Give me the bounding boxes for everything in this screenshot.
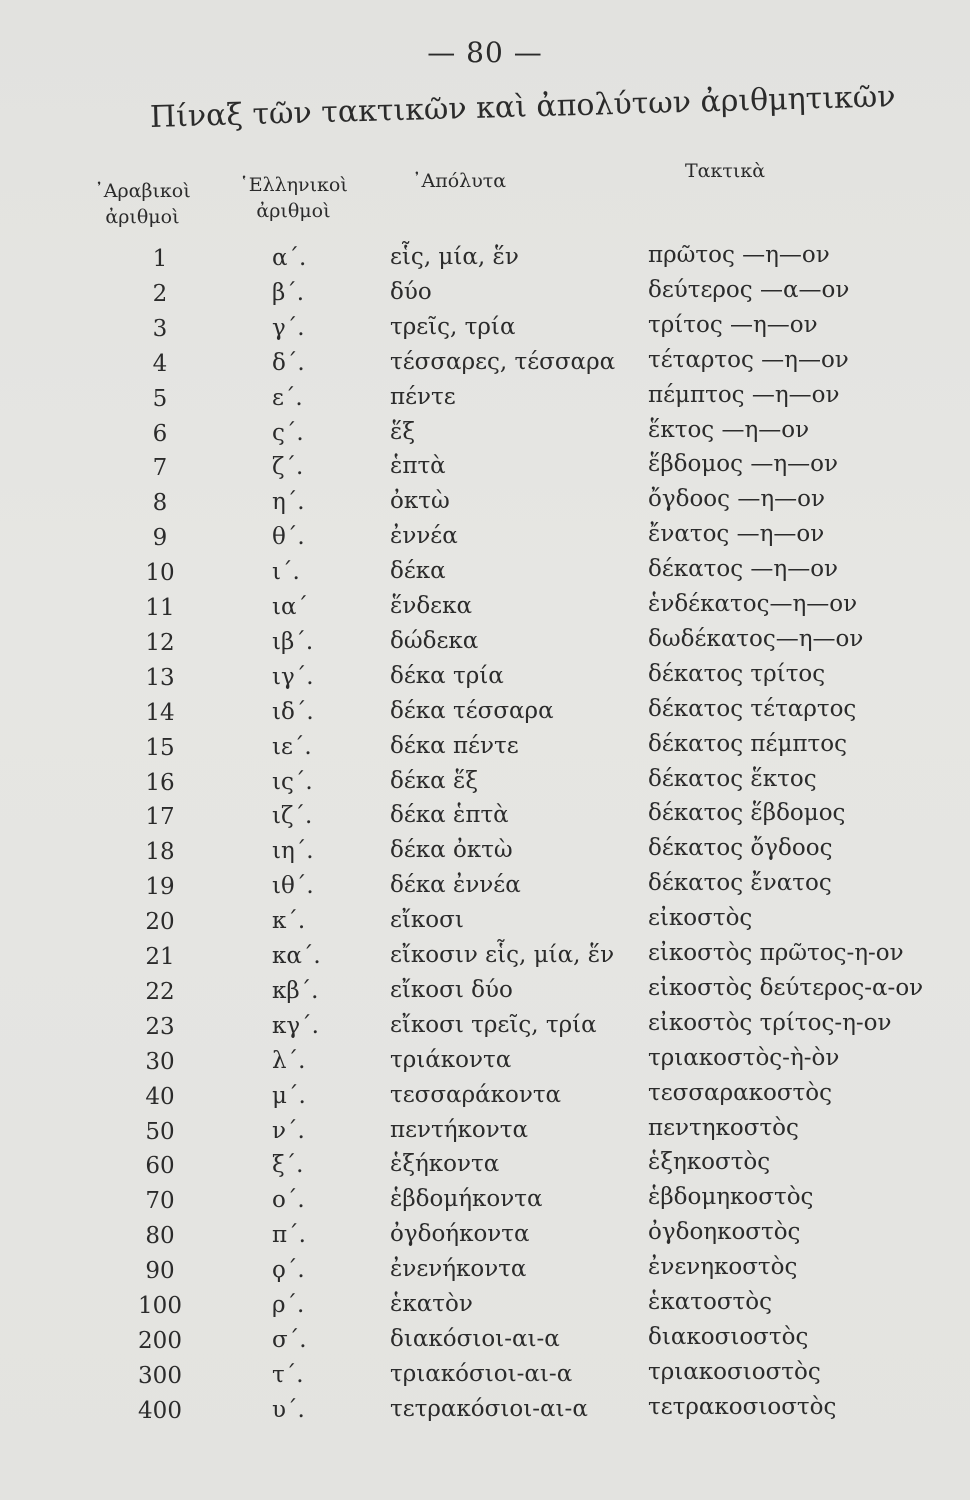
ordinal-numeral-cell: ἑβδομηκοστὸς [648,1184,814,1211]
table-row [0,1254,970,1289]
table-row [0,1394,970,1429]
ordinal-numeral-cell: ὄγδοος —η—ον [648,486,825,513]
absolute-numeral-cell: δέκα τρία [390,662,504,689]
table-row [0,731,970,766]
table-row [0,591,970,626]
table-row [0,626,970,661]
ordinal-numeral-cell: τριακοστὸς-ὴ-ὸν [648,1044,840,1071]
ordinal-numeral-cell: τρίτος —η—ον [648,311,818,338]
absolute-numeral-cell: τετρακόσιοι-αι-α [390,1395,588,1422]
ordinal-numeral-cell: δωδέκατος—η—ον [648,625,864,652]
arabic-numeral-cell: 2 [152,280,168,307]
ordinal-numeral-cell: δέκατος τέταρτος [648,695,857,722]
greek-numeral-cell: η΄. [272,489,305,516]
table-row [0,1324,970,1359]
header-arabic-line2: ἀριθμοὶ [105,206,180,228]
greek-numeral-cell: β΄. [272,279,305,306]
page-title: Πίναξ τῶν τακτικῶν καὶ ἀπολύτων ἀριθμητικῶν [149,79,896,135]
absolute-numeral-cell: εἴκοσι [390,907,464,934]
greek-numeral-cell: ις΄. [272,768,313,795]
greek-numeral-cell: ιθ΄. [272,873,314,900]
greek-numeral-cell: κα΄. [272,943,321,969]
arabic-numeral-cell: 9 [152,525,168,552]
ordinal-numeral-cell: ὀγδοηκοστὸς [648,1219,801,1246]
ordinal-numeral-cell: ἕκτος —η—ον [648,416,810,443]
ordinal-numeral-cell: τριακοσιοστὸς [648,1358,821,1385]
arabic-numeral-cell: 200 [138,1327,182,1354]
ordinal-numeral-cell: τέταρτος —η—ον [648,346,849,373]
absolute-numeral-cell: δέκα ἑπτὰ [390,802,509,829]
ordinal-numeral-cell: δέκατος ἔνατος [648,870,832,897]
table-row [0,1359,970,1394]
absolute-numeral-cell: δέκα ἕξ [390,767,478,794]
table-row [0,382,970,417]
ordinal-numeral-cell: πέμπτος —η—ον [648,381,840,408]
ordinal-numeral-cell: ἑνδέκατος—η—ον [648,591,858,617]
table-row [0,1184,970,1219]
absolute-numeral-cell: δέκα πέντε [390,732,519,759]
table-row [0,661,970,696]
absolute-numeral-cell: ὀγδοήκοντα [390,1221,530,1248]
greek-numeral-cell: κ΄. [272,908,306,935]
ordinal-numeral-cell: εἰκοστὸς πρῶτος-η-ον [648,940,904,966]
absolute-numeral-cell: ἕξ [390,418,416,445]
arabic-numeral-cell: 8 [152,490,168,517]
arabic-numeral-cell: 11 [145,595,175,621]
arabic-numeral-cell: 15 [145,734,175,761]
greek-numeral-cell: θ΄. [272,524,305,551]
greek-numeral-cell: σ΄. [272,1326,307,1353]
greek-numeral-cell: ε΄. [272,384,303,411]
arabic-numeral-cell: 100 [138,1293,182,1319]
greek-numeral-cell: κβ΄. [272,977,319,1004]
table-row [0,800,970,835]
absolute-numeral-cell: πέντε [390,383,456,410]
header-absolute: ᾿Απόλυτα [412,170,507,192]
ordinal-numeral-cell: ἑκατοστὸς [648,1289,772,1315]
ordinal-numeral-cell: δέκατος ἕκτος [648,765,817,792]
absolute-numeral-cell: εἴκοσι δύο [390,976,513,1003]
arabic-numeral-cell: 18 [145,839,175,866]
header-greek-line2: ἀριθμοὶ [256,200,331,222]
ordinal-numeral-cell: δέκατος πέμπτος [648,730,847,757]
table-row [0,417,970,452]
arabic-numeral-cell: 19 [145,874,175,901]
table-row [0,556,970,591]
arabic-numeral-cell: 23 [145,1013,175,1040]
greek-numeral-cell: ιε΄. [272,733,312,760]
ordinal-numeral-cell: εἰκοστὸς δεύτερος-α-ον [648,974,924,1001]
header-ordinal: Τακτικὰ [685,160,766,182]
absolute-numeral-cell: ὀκτὼ [390,488,450,515]
absolute-numeral-cell: δέκα [390,558,446,585]
absolute-numeral-cell: δώδεκα [390,627,479,654]
absolute-numeral-cell: διακόσιοι-αι-α [390,1325,560,1352]
absolute-numeral-cell: ἕνδεκα [390,593,472,619]
arabic-numeral-cell: 60 [145,1153,175,1180]
arabic-numeral-cell: 4 [152,350,168,377]
arabic-numeral-cell: 5 [152,385,168,412]
arabic-numeral-cell: 30 [145,1048,175,1075]
header-arabic-line1: ᾿Αραβικοὶ [94,180,191,202]
page-number: — 80 — [427,36,543,69]
table-row [0,870,970,905]
ordinal-numeral-cell: δέκατος —η—ον [648,556,839,583]
greek-numeral-cell: ιγ΄. [272,663,314,690]
ordinal-numeral-cell: πρῶτος —η—ον [648,242,830,268]
table-row [0,940,970,975]
arabic-numeral-cell: 21 [145,944,175,970]
arabic-numeral-cell: 6 [152,420,168,447]
arabic-numeral-cell: 14 [145,699,175,726]
absolute-numeral-cell: ἑξήκοντα [390,1151,500,1178]
absolute-numeral-cell: ἐννέα [390,523,458,550]
ordinal-numeral-cell: πεντηκοστὸς [648,1114,799,1141]
ordinal-numeral-cell: εἰκοστὸς τρίτος-η-ον [648,1009,892,1036]
table-row [0,905,970,940]
arabic-numeral-cell: 50 [145,1118,175,1145]
arabic-numeral-cell: 300 [138,1362,182,1389]
table-row [0,521,970,556]
absolute-numeral-cell: δέκα τέσσαρα [390,697,554,724]
absolute-numeral-cell: τεσσαράκοντα [390,1081,562,1108]
table-row [0,312,970,347]
ordinal-numeral-cell: ἐνενηκοστὸς [648,1254,798,1281]
greek-numeral-cell: ν΄. [272,1117,305,1144]
absolute-numeral-cell: ἑκατὸν [390,1291,473,1317]
absolute-numeral-cell: δέκα ἐννέα [390,872,521,899]
ordinal-numeral-cell: δέκατος ὄγδοος [648,835,833,862]
table-row [0,1080,970,1115]
greek-numeral-cell: ιζ΄. [272,803,313,830]
table-row [0,696,970,731]
ordinal-numeral-cell: διακοσιοστὸς [648,1323,809,1350]
greek-numeral-cell: ζ΄. [272,454,304,481]
greek-numeral-cell: α΄. [272,245,307,271]
arabic-numeral-cell: 90 [145,1258,175,1285]
ordinal-numeral-cell: τεσσαρακοστὸς [648,1079,832,1106]
absolute-numeral-cell: δέκα ὀκτὼ [390,837,513,864]
arabic-numeral-cell: 1 [152,246,168,272]
greek-numeral-cell: μ΄. [272,1082,306,1109]
table-row [0,975,970,1010]
absolute-numeral-cell: εἷς, μία, ἕν [390,244,519,270]
ordinal-numeral-cell: ἔνατος —η—ον [648,521,825,548]
greek-numeral-cell: ιβ΄. [272,628,314,655]
ordinal-numeral-cell: δέκατος τρίτος [648,660,826,687]
greek-numeral-cell: κγ΄. [272,1012,319,1039]
greek-numeral-cell: ο΄. [272,1187,305,1214]
arabic-numeral-cell: 400 [138,1397,182,1424]
arabic-numeral-cell: 20 [145,909,175,936]
table-row [0,1149,970,1184]
ordinal-numeral-cell: τετρακοσιοστὸς [648,1393,837,1420]
arabic-numeral-cell: 80 [145,1223,175,1250]
ordinal-numeral-cell: δεύτερος —α—ον [648,276,850,303]
greek-numeral-cell: ς΄. [272,419,304,446]
ordinal-numeral-cell: ἕβδομος —η—ον [648,451,838,478]
table-row [0,277,970,312]
absolute-numeral-cell: ἑβδομήκοντα [390,1186,543,1213]
greek-numeral-cell: ια΄ [272,594,309,620]
greek-numeral-cell: π΄. [272,1222,306,1249]
greek-numeral-cell: λ΄. [272,1047,306,1074]
absolute-numeral-cell: τριάκοντα [390,1046,512,1073]
absolute-numeral-cell: ἐνενήκοντα [390,1256,527,1283]
absolute-numeral-cell: πεντήκοντα [390,1116,528,1143]
greek-numeral-cell: ιη΄. [272,838,314,865]
absolute-numeral-cell: εἴκοσιν εἷς, μία, ἕν [390,942,615,968]
table-row [0,451,970,486]
ordinal-numeral-cell: ἑξηκοστὸς [648,1149,771,1176]
greek-numeral-cell: ξ΄. [272,1152,304,1179]
greek-numeral-cell: ι΄. [272,559,300,586]
absolute-numeral-cell: εἴκοσι τρεῖς, τρία [390,1011,597,1038]
greek-numeral-cell: δ΄. [272,349,305,376]
table-row [0,766,970,801]
table-row [0,242,970,277]
table-row [0,1045,970,1080]
arabic-numeral-cell: 17 [145,804,175,831]
greek-numeral-cell: ϙ΄. [272,1257,305,1284]
absolute-numeral-cell: δύο [390,278,432,305]
table-row [0,1115,970,1150]
table-row [0,347,970,382]
table-row [0,1010,970,1045]
arabic-numeral-cell: 16 [145,769,175,796]
absolute-numeral-cell: ἑπτὰ [390,453,446,480]
arabic-numeral-cell: 22 [145,978,175,1005]
greek-numeral-cell: γ΄. [272,314,305,341]
greek-numeral-cell: υ΄. [272,1396,305,1423]
header-greek-line1: ῾Ελληνικοὶ [239,174,348,196]
ordinal-numeral-cell: εἰκοστὸς [648,905,753,932]
table-row [0,1289,970,1324]
table-row [0,486,970,521]
arabic-numeral-cell: 13 [145,664,175,691]
arabic-numeral-cell: 70 [145,1188,175,1215]
arabic-numeral-cell: 40 [145,1083,175,1110]
arabic-numeral-cell: 3 [152,315,168,342]
arabic-numeral-cell: 10 [145,560,175,587]
arabic-numeral-cell: 12 [145,629,175,656]
greek-numeral-cell: τ΄. [272,1361,304,1388]
greek-numeral-cell: ιδ΄. [272,698,314,725]
table-row [0,1219,970,1254]
table-row [0,835,970,870]
greek-numeral-cell: ρ΄. [272,1292,305,1318]
absolute-numeral-cell: τέσσαρες, τέσσαρα [390,348,616,375]
ordinal-numeral-cell: δέκατος ἕβδομος [648,800,846,827]
absolute-numeral-cell: τρεῖς, τρία [390,313,516,340]
absolute-numeral-cell: τριακόσιοι-αι-α [390,1360,573,1387]
arabic-numeral-cell: 7 [152,455,168,482]
